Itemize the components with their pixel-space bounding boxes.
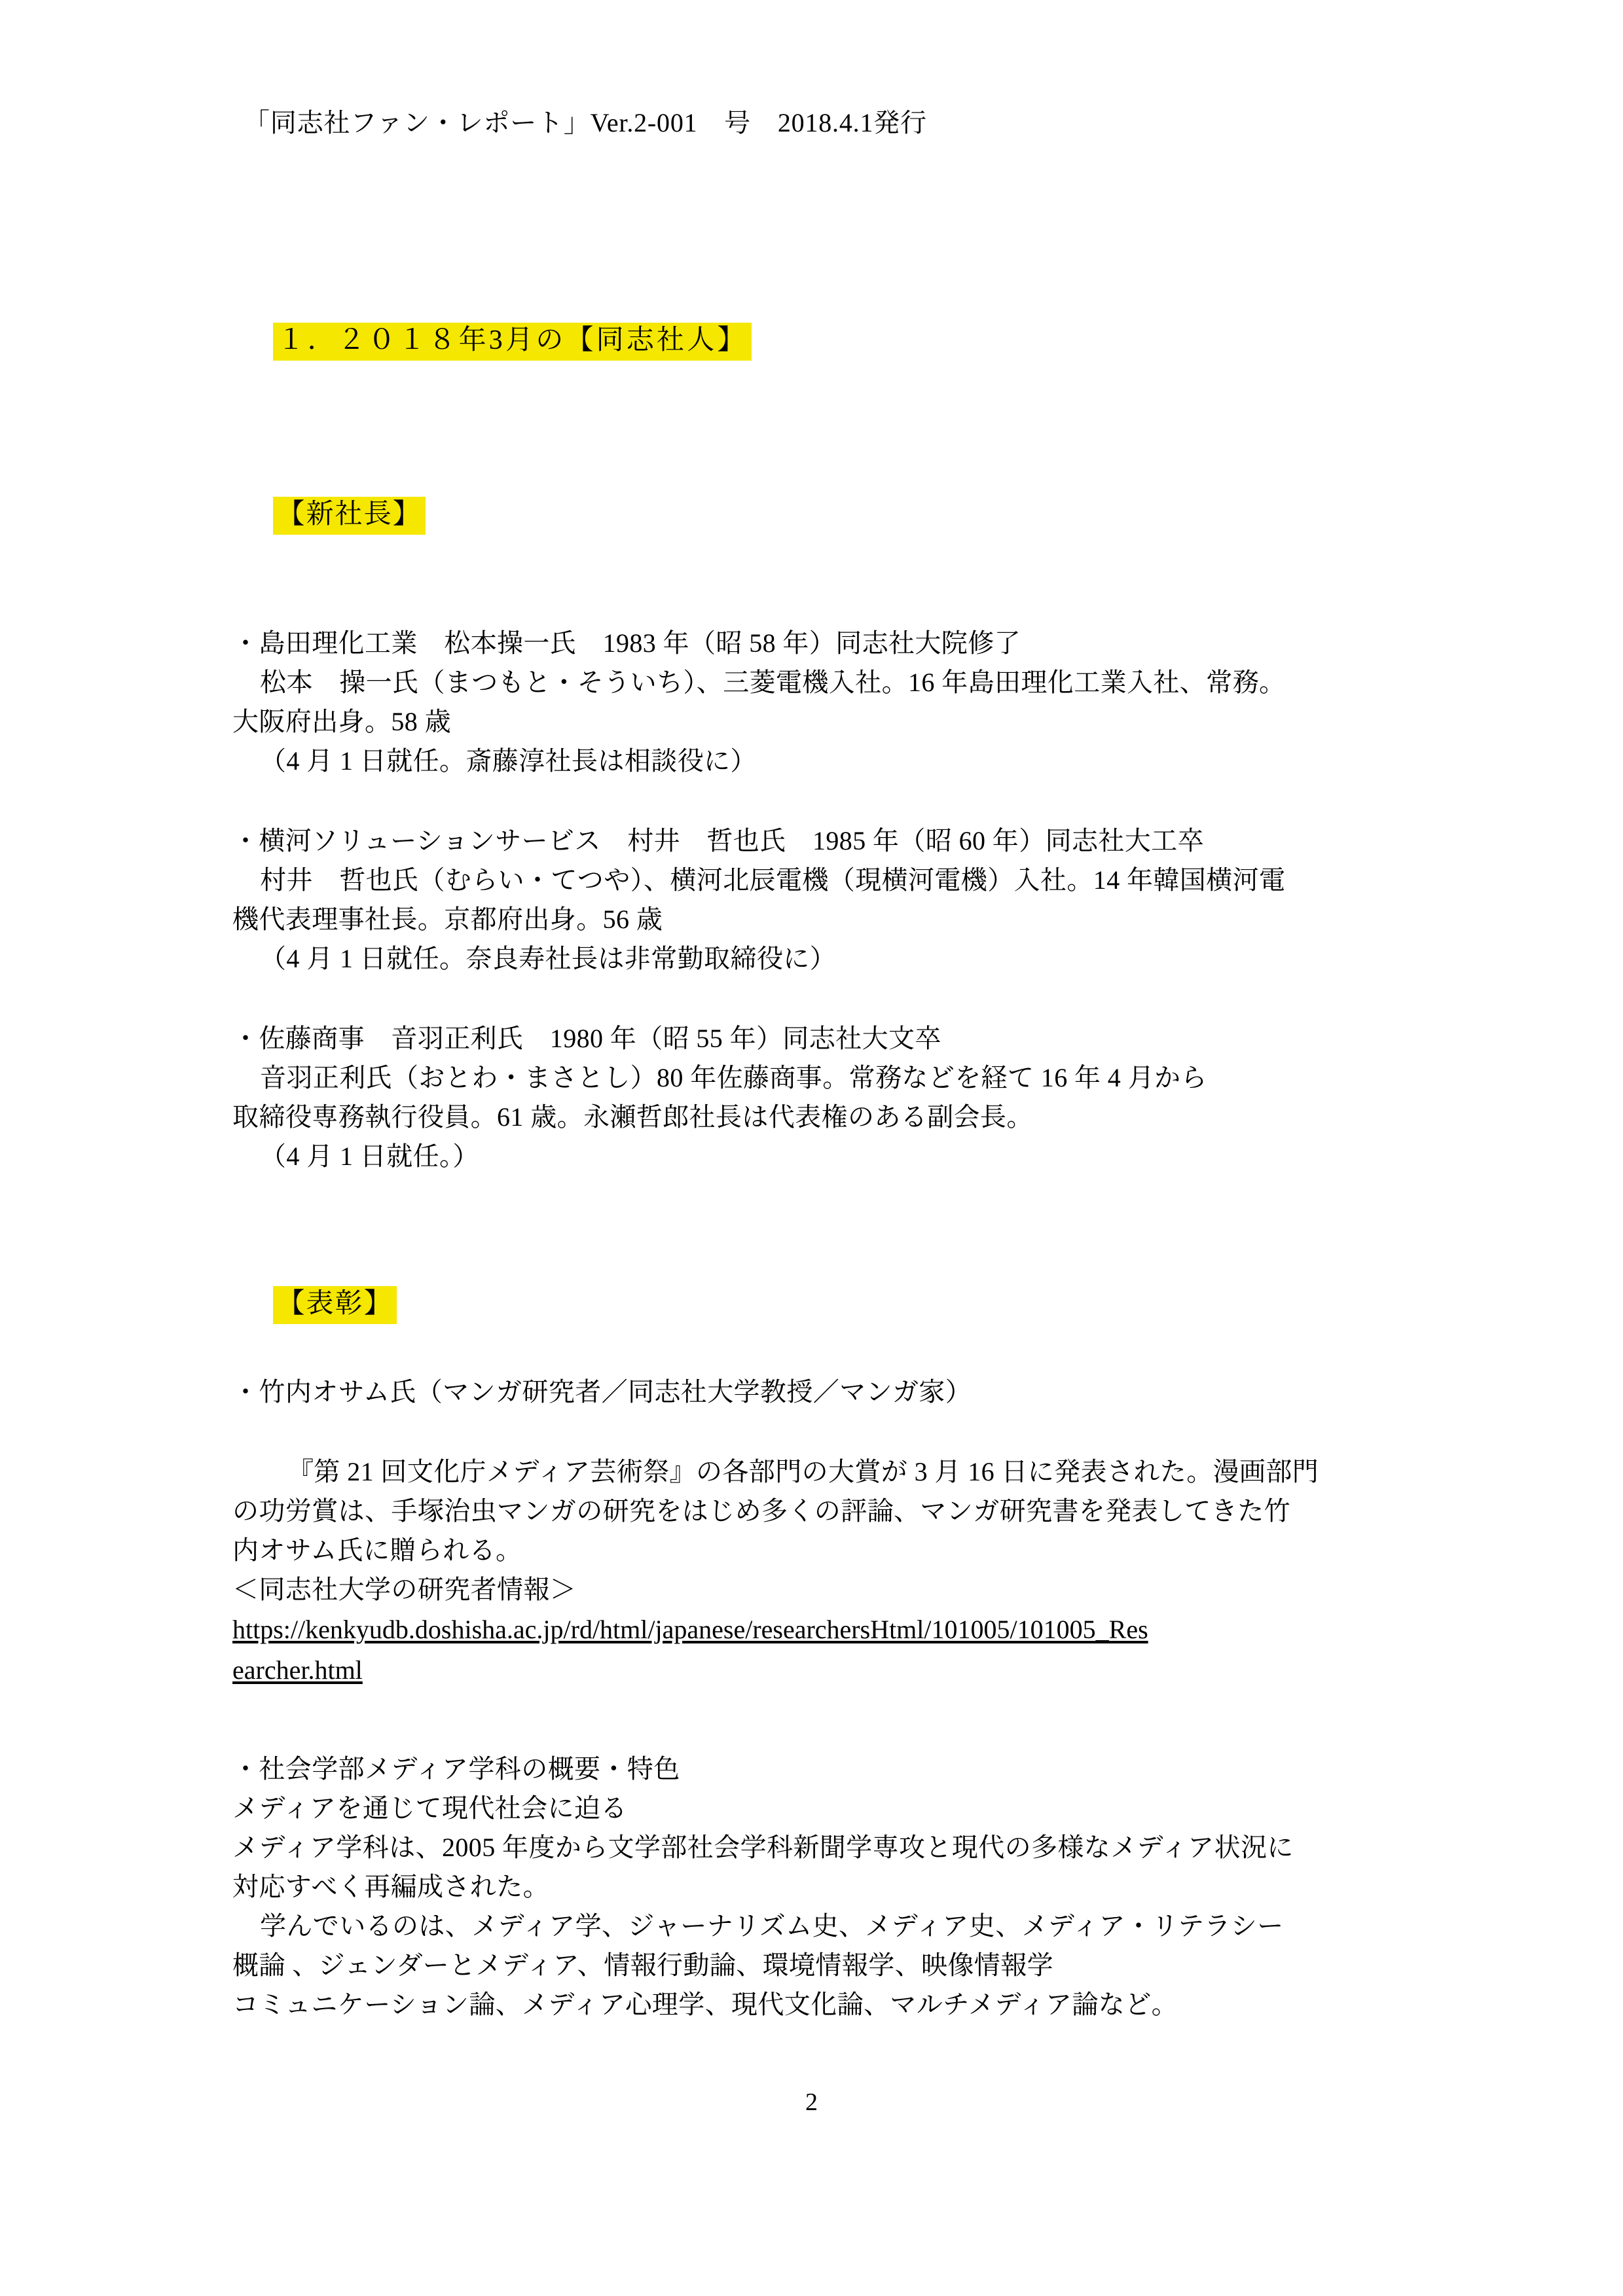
section-1-heading-text: １．２０１８年3月の【同志社人】 [273, 323, 751, 361]
media-dept-body-line-1: メディア学科は、2005 年度から文学部社会学科新聞学専攻と現代の多様なメディア状況に [232, 1833, 1294, 1862]
media-dept-body-line-2: 対応すべく再編成された。 [232, 1872, 549, 1901]
subheading-awards-text: 【表彰】 [273, 1286, 396, 1324]
spacer [232, 781, 1421, 821]
entry-1-line-1: ・島田理化工業 松本操一氏 1983 年（昭 58 年）同志社大院修了 [232, 628, 1021, 658]
document-body [232, 272, 1421, 2024]
spacer [232, 1691, 1421, 1749]
subheading-awards [232, 1235, 1421, 1372]
researcher-info-label: ＜同志社大学の研究者情報＞ [232, 1575, 577, 1604]
entry-2-line-2: 村井 哲也氏（むらい・てつや）、横河北辰電機（現横河電機）入社。14 年韓国横河電 [260, 865, 1286, 895]
media-dept-body-line-3: 学んでいるのは、メディア学、ジャーナリズム史、メディア史、メディア・リテラシー [260, 1911, 1284, 1941]
section-1-heading [232, 272, 1421, 409]
media-dept-body-line-5: コミュニケーション論、メディア心理学、現代文化論、マルチメディア論など。 [232, 1990, 1178, 2019]
entry-3-line-1: ・佐藤商事 音羽正利氏 1980 年（昭 55 年）同志社大文卒 [232, 1024, 941, 1053]
subheading-new-presidents-text: 【新社長】 [273, 497, 426, 535]
spacer [232, 409, 1421, 446]
entry-2-line-3: 機代表理事社長。京都府出身。56 歳 [232, 905, 663, 934]
entry-3-line-4: （4 月 1 日就任。） [260, 1141, 479, 1171]
award-paragraph-line-2: の功労賞は、手塚治虫マンガの研究をはじめ多くの評論、マンガ研究書を発表してきた竹 [232, 1496, 1290, 1526]
entry-1-line-3: 大阪府出身。58 歳 [232, 707, 451, 736]
entry-1-line-2: 松本 操一氏（まつもと・そういち）、三菱電機入社。16 年島田理化工業入社、常務。 [260, 668, 1286, 697]
media-dept-body-line-4: 概論 、ジェンダーとメディア、情報行動論、環境情報学、映像情報学 [232, 1950, 1053, 1980]
award-paragraph-line-3: 内オサム氏に贈られる。 [232, 1535, 522, 1565]
page-number: 2 [805, 2089, 818, 2116]
researcher-url-line-2[interactable]: earcher.html [232, 1655, 363, 1685]
entry-2-line-4: （4 月 1 日就任。奈良寿社長は非常勤取締役に） [260, 944, 836, 973]
entry-3-line-2: 音羽正利氏（おとわ・まさとし）80 年佐藤商事。常務などを経て 16 年 4 月から [260, 1063, 1207, 1092]
entry-3-line-3: 取締役専務執行役員。61 歳。永瀬哲郎社長は代表権のある副会長。 [232, 1102, 1033, 1132]
media-dept-bullet: ・社会学部メディア学科の概要・特色 [232, 1754, 680, 1784]
researcher-url-line-1[interactable]: https://kenkyudb.doshisha.ac.jp/rd/html/japanese/researchersHtml/101005/101005_Res [232, 1615, 1148, 1644]
spacer [232, 1176, 1421, 1235]
spacer [232, 583, 1421, 624]
entry-2-line-1: ・横河ソリューションサービス 村井 哲也氏 1985 年（昭 60 年）同志社大工卒 [232, 826, 1204, 855]
entry-1-line-4: （4 月 1 日就任。斎藤淳社長は相談役に） [260, 746, 757, 776]
award-person: ・竹内オサム氏（マンガ研究者／同志社大学教授／マンガ家） [232, 1377, 972, 1407]
spacer [232, 978, 1421, 1019]
subheading-new-presidents [232, 446, 1421, 583]
document-header: 「同志社ファン・レポート」Ver.2-001 号 2018.4.1発行 [244, 108, 927, 137]
media-dept-tagline: メディアを通じて現代社会に迫る [232, 1793, 627, 1823]
spacer [232, 1412, 1421, 1452]
award-paragraph-line-1: 『第 21 回文化庁メディア芸術祭』の各部門の大賞が 3 月 16 日に発表された。漫画部門 [287, 1457, 1319, 1486]
